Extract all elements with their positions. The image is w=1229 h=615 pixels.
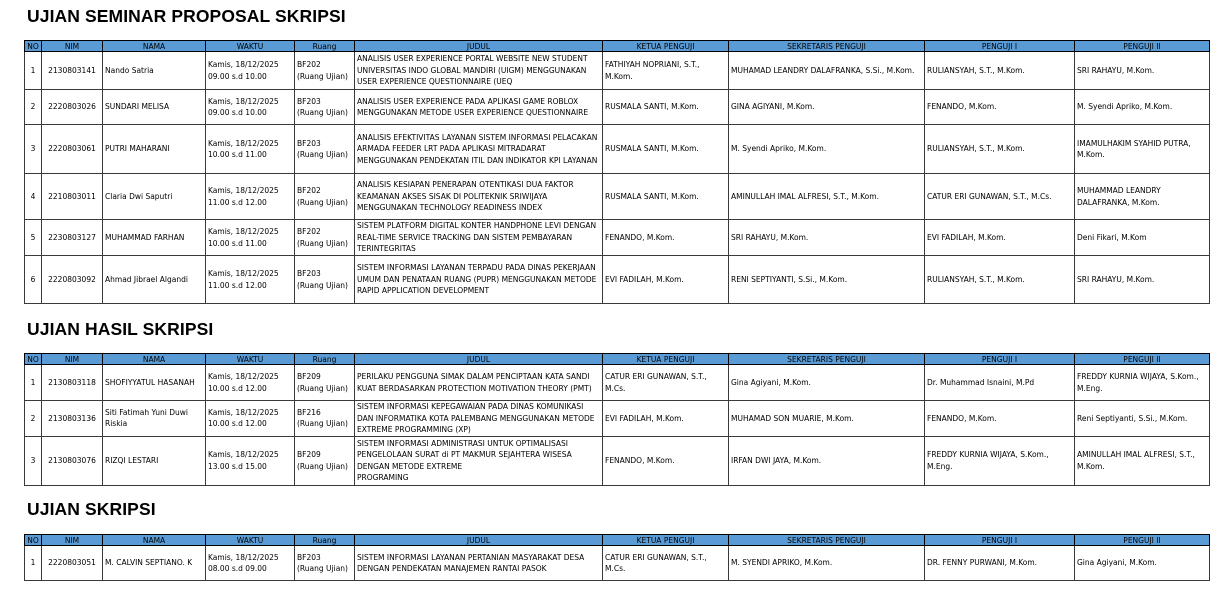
cell-ketua: RUSMALA SANTI, M.Kom. [603, 174, 729, 220]
cell-waktu: Kamis, 18/12/2025 10.00 s.d 12.00 [206, 401, 295, 437]
column-header-penguji2: PENGUJI II [1075, 354, 1210, 365]
cell-judul: SISTEM INFORMASI ADMINISTRASI UNTUK OPTIMALISASI PENGELOLAAN SURAT di PT MAKMUR SEJAHTERA WISESA DENGAN METODE EXTREME PROGRAMING [355, 436, 603, 485]
column-header-ruang: Ruang [295, 535, 355, 546]
cell-nim: 2220803061 [42, 125, 103, 174]
cell-no: 1 [25, 52, 42, 90]
column-header-waktu: WAKTU [206, 354, 295, 365]
column-header-judul: JUDUL [355, 41, 603, 52]
cell-judul: SISTEM PLATFORM DIGITAL KONTER HANDPHONE LEVI DENGAN REAL-TIME SERVICE TRACKING DAN SISTEM PEMBAYARAN TERINTEGRITAS [355, 220, 603, 256]
cell-ruang: BF202 (Ruang Ujian) [295, 52, 355, 90]
cell-judul: SISTEM INFORMASI LAYANAN TERPADU PADA DINAS PEKERJAAN UMUM DAN PENATAAN RUANG (PUPR) MENGGUNAKAN METODE RAPID APPLICATION DEVELOPMENT [355, 256, 603, 304]
cell-penguji2: MUHAMMAD LEANDRY DALAFRANKA, M.Kom. [1075, 174, 1210, 220]
cell-judul: ANALISIS USER EXPERIENCE PORTAL WEBSITE NEW STUDENT UNIVERSITAS INDO GLOBAL MANDIRI (UIGM) MENGGUNAKAN USER EXPERIENCE QUESTIONNAIRE (UEQ [355, 52, 603, 90]
cell-nama: Ahmad Jibrael Algandi [103, 256, 206, 304]
column-header-sekretaris: SEKRETARIS PENGUJI [729, 354, 925, 365]
column-header-no: NO [25, 41, 42, 52]
cell-ketua: EVI FADILAH, M.Kom. [603, 256, 729, 304]
column-header-nama: NAMA [103, 354, 206, 365]
cell-ruang: BF209 (Ruang Ujian) [295, 365, 355, 401]
cell-penguji2: IMAMULHAKIM SYAHID PUTRA, M.Kom. [1075, 125, 1210, 174]
cell-nama: M. CALVIN SEPTIANO. K [103, 546, 206, 581]
column-header-penguji2: PENGUJI II [1075, 41, 1210, 52]
table-seminar-proposal [24, 40, 1210, 304]
cell-ketua: FENANDO, M.Kom. [603, 436, 729, 485]
cell-sekretaris: MUHAMAD SON MUARIE, M.Kom. [729, 401, 925, 437]
cell-penguji1: CATUR ERI GUNAWAN, S.T., M.Cs. [925, 174, 1075, 220]
cell-penguji1: Dr. Muhammad Isnaini, M.Pd [925, 365, 1075, 401]
section-title-seminar-proposal: UJIAN SEMINAR PROPOSAL SKRIPSI [27, 6, 346, 26]
cell-waktu: Kamis, 18/12/2025 09.00 s.d 10.00 [206, 90, 295, 125]
column-header-penguji1: PENGUJI I [925, 535, 1075, 546]
cell-nim: 2130803136 [42, 401, 103, 437]
cell-waktu: Kamis, 18/12/2025 13.00 s.d 15.00 [206, 436, 295, 485]
cell-penguji2: FREDDY KURNIA WIJAYA, S.Kom., M.Eng. [1075, 365, 1210, 401]
cell-nama: SHOFIYYATUL HASANAH [103, 365, 206, 401]
column-header-no: NO [25, 354, 42, 365]
cell-ketua: EVI FADILAH, M.Kom. [603, 401, 729, 437]
table-row [25, 125, 1210, 174]
table-ujian-skripsi [24, 534, 1210, 581]
cell-penguji1: FENANDO, M.Kom. [925, 401, 1075, 437]
cell-ruang: BF203 (Ruang Ujian) [295, 125, 355, 174]
column-header-nim: NIM [42, 354, 103, 365]
column-header-nama: NAMA [103, 41, 206, 52]
cell-sekretaris: Gina Agiyani, M.Kom. [729, 365, 925, 401]
cell-penguji1: EVI FADILAH, M.Kom. [925, 220, 1075, 256]
cell-waktu: Kamis, 18/12/2025 08.00 s.d 09.00 [206, 546, 295, 581]
cell-no: 5 [25, 220, 42, 256]
cell-nama: Nando Satria [103, 52, 206, 90]
cell-nim: 2130803141 [42, 52, 103, 90]
cell-penguji1: RULIANSYAH, S.T., M.Kom. [925, 52, 1075, 90]
cell-penguji1: RULIANSYAH, S.T., M.Kom. [925, 256, 1075, 304]
cell-ruang: BF203 (Ruang Ujian) [295, 546, 355, 581]
column-header-sekretaris: SEKRETARIS PENGUJI [729, 41, 925, 52]
cell-nama: Siti Fatimah Yuni Duwi Riskia [103, 401, 206, 437]
cell-no: 2 [25, 90, 42, 125]
section-title-ujian-skripsi: UJIAN SKRIPSI [27, 499, 156, 519]
column-header-ketua: KETUA PENGUJI [603, 354, 729, 365]
table-row [25, 365, 1210, 401]
cell-nim: 2130803118 [42, 365, 103, 401]
cell-penguji1: FREDDY KURNIA WIJAYA, S.Kom., M.Eng. [925, 436, 1075, 485]
cell-judul: PERILAKU PENGGUNA SIMAK DALAM PENCIPTAAN KATA SANDI KUAT BERDASARKAN PROTECTION MOTIVATION THEORY (PMT) [355, 365, 603, 401]
cell-sekretaris: SRI RAHAYU, M.Kom. [729, 220, 925, 256]
cell-no: 1 [25, 365, 42, 401]
cell-ruang: BF202 (Ruang Ujian) [295, 174, 355, 220]
cell-no: 4 [25, 174, 42, 220]
column-header-ruang: Ruang [295, 41, 355, 52]
cell-ketua: CATUR ERI GUNAWAN, S.T., M.Cs. [603, 546, 729, 581]
cell-nama: RIZQI LESTARI [103, 436, 206, 485]
column-header-ketua: KETUA PENGUJI [603, 41, 729, 52]
cell-nim: 2230803127 [42, 220, 103, 256]
cell-judul: ANALISIS EFEKTIVITAS LAYANAN SISTEM INFORMASI PELACAKAN ARMADA FEEDER LRT PADA APLIKASI MITRADARAT MENGGUNAKAN PENDEKATAN ITIL DAN INDIKATOR KPI LAYANAN [355, 125, 603, 174]
cell-sekretaris: M. Syendi Apriko, M.Kom. [729, 125, 925, 174]
cell-nim: 2130803076 [42, 436, 103, 485]
cell-waktu: Kamis, 18/12/2025 11.00 s.d 12.00 [206, 256, 295, 304]
cell-penguji2: Gina Agiyani, M.Kom. [1075, 546, 1210, 581]
cell-penguji1: RULIANSYAH, S.T., M.Kom. [925, 125, 1075, 174]
table-row [25, 256, 1210, 304]
table-row [25, 90, 1210, 125]
table-row [25, 436, 1210, 485]
column-header-sekretaris: SEKRETARIS PENGUJI [729, 535, 925, 546]
cell-nama: SUNDARI MELISA [103, 90, 206, 125]
cell-waktu: Kamis, 18/12/2025 10.00 s.d 11.00 [206, 220, 295, 256]
cell-ruang: BF209 (Ruang Ujian) [295, 436, 355, 485]
cell-no: 3 [25, 436, 42, 485]
table-row [25, 52, 1210, 90]
cell-penguji1: FENANDO, M.Kom. [925, 90, 1075, 125]
cell-judul: SISTEM INFORMASI LAYANAN PERTANIAN MASYARAKAT DESA DENGAN PENDEKATAN MANAJEMEN RANTAI PASOK [355, 546, 603, 581]
cell-penguji2: SRI RAHAYU, M.Kom. [1075, 256, 1210, 304]
cell-judul: SISTEM INFORMASI KEPEGAWAIAN PADA DINAS KOMUNIKASI DAN INFORMATIKA KOTA PALEMBANG MENGGUNAKAN METODE EXTREME PROGRAMMING (XP) [355, 401, 603, 437]
cell-ketua: RUSMALA SANTI, M.Kom. [603, 125, 729, 174]
cell-nim: 2210803011 [42, 174, 103, 220]
cell-ruang: BF203 (Ruang Ujian) [295, 90, 355, 125]
cell-ketua: FATHIYAH NOPRIANI, S.T., M.Kom. [603, 52, 729, 90]
column-header-ketua: KETUA PENGUJI [603, 535, 729, 546]
cell-nama: PUTRI MAHARANI [103, 125, 206, 174]
cell-nama: MUHAMMAD FARHAN [103, 220, 206, 256]
cell-waktu: Kamis, 18/12/2025 10.00 s.d 11.00 [206, 125, 295, 174]
cell-sekretaris: IRFAN DWI JAYA, M.Kom. [729, 436, 925, 485]
cell-ketua: CATUR ERI GUNAWAN, S.T., M.Cs. [603, 365, 729, 401]
cell-sekretaris: GINA AGIYANI, M.Kom. [729, 90, 925, 125]
cell-ketua: RUSMALA SANTI, M.Kom. [603, 90, 729, 125]
table-row [25, 401, 1210, 437]
column-header-waktu: WAKTU [206, 41, 295, 52]
column-header-penguji2: PENGUJI II [1075, 535, 1210, 546]
cell-penguji1: DR. FENNY PURWANI, M.Kom. [925, 546, 1075, 581]
cell-penguji2: AMINULLAH IMAL ALFRESI, S.T., M.Kom. [1075, 436, 1210, 485]
section-title-hasil-skripsi: UJIAN HASIL SKRIPSI [27, 319, 214, 339]
cell-judul: ANALISIS USER EXPERIENCE PADA APLIKASI GAME ROBLOX MENGGUNAKAN METODE USER EXPERIENCE QUESTIONNAIRE [355, 90, 603, 125]
column-header-nama: NAMA [103, 535, 206, 546]
column-header-penguji1: PENGUJI I [925, 41, 1075, 52]
table-row [25, 220, 1210, 256]
cell-sekretaris: AMINULLAH IMAL ALFRESI, S.T., M.Kom. [729, 174, 925, 220]
table-row [25, 546, 1210, 581]
column-header-penguji1: PENGUJI I [925, 354, 1075, 365]
cell-ruang: BF203 (Ruang Ujian) [295, 256, 355, 304]
cell-ruang: BF216 (Ruang Ujian) [295, 401, 355, 437]
cell-nim: 2220803051 [42, 546, 103, 581]
cell-nama: Claria Dwi Saputri [103, 174, 206, 220]
cell-waktu: Kamis, 18/12/2025 09.00 s.d 10.00 [206, 52, 295, 90]
column-header-nim: NIM [42, 41, 103, 52]
cell-nim: 2220803026 [42, 90, 103, 125]
cell-no: 1 [25, 546, 42, 581]
column-header-judul: JUDUL [355, 535, 603, 546]
table-hasil-skripsi [24, 353, 1210, 486]
column-header-waktu: WAKTU [206, 535, 295, 546]
cell-ketua: FENANDO, M.Kom. [603, 220, 729, 256]
cell-penguji2: Reni Septiyanti, S.Si., M.Kom. [1075, 401, 1210, 437]
column-header-nim: NIM [42, 535, 103, 546]
cell-waktu: Kamis, 18/12/2025 11.00 s.d 12.00 [206, 174, 295, 220]
cell-judul: ANALISIS KESIAPAN PENERAPAN OTENTIKASI DUA FAKTOR KEAMANAN AKSES SISAK DI POLITEKNIK SRIWIJAYA MENGGUNAKAN TECHNOLOGY READINESS INDEX [355, 174, 603, 220]
cell-sekretaris: MUHAMAD LEANDRY DALAFRANKA, S.Si., M.Kom. [729, 52, 925, 90]
cell-sekretaris: M. SYENDI APRIKO, M.Kom. [729, 546, 925, 581]
cell-penguji2: M. Syendi Apriko, M.Kom. [1075, 90, 1210, 125]
cell-ruang: BF202 (Ruang Ujian) [295, 220, 355, 256]
cell-no: 6 [25, 256, 42, 304]
cell-sekretaris: RENI SEPTIYANTI, S.Si., M.Kom. [729, 256, 925, 304]
table-row [25, 174, 1210, 220]
cell-waktu: Kamis, 18/12/2025 10.00 s.d 12.00 [206, 365, 295, 401]
cell-penguji2: Deni Fikari, M.Kom [1075, 220, 1210, 256]
cell-nim: 2220803092 [42, 256, 103, 304]
cell-penguji2: SRI RAHAYU, M.Kom. [1075, 52, 1210, 90]
cell-no: 3 [25, 125, 42, 174]
cell-no: 2 [25, 401, 42, 437]
column-header-ruang: Ruang [295, 354, 355, 365]
column-header-judul: JUDUL [355, 354, 603, 365]
column-header-no: NO [25, 535, 42, 546]
